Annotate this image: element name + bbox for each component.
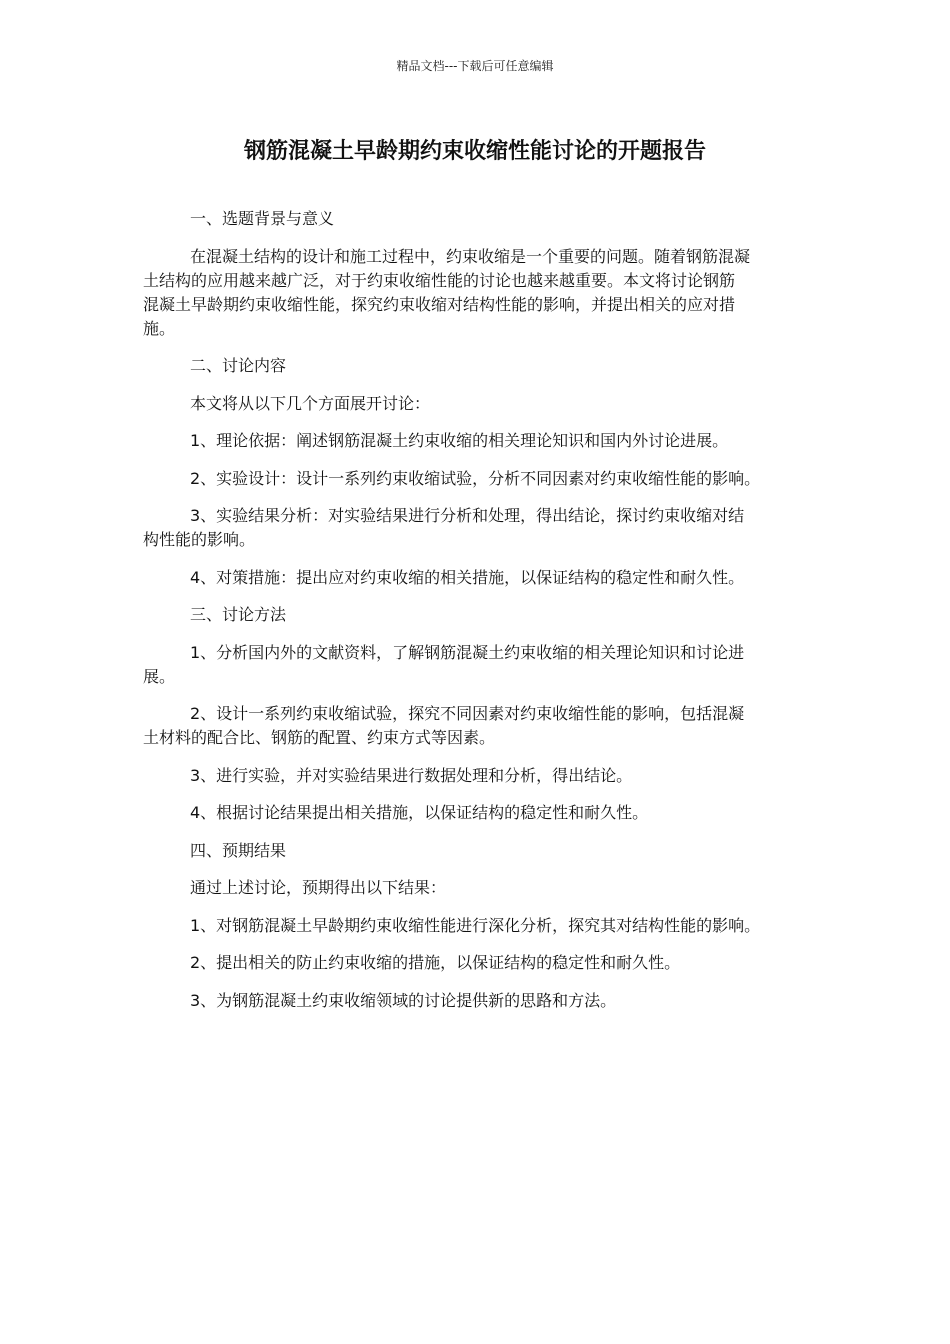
paragraph-results-intro: 通过上述讨论，预期得出以下结果： (190, 878, 447, 897)
section-heading-expected-results: 四、预期结果 (190, 840, 287, 860)
list-item: 3、实验结果分析：对实验结果进行分析和处理，得出结论，探讨约束收缩对结 构性能的影响。 (143, 506, 745, 549)
paragraph-content-intro: 本文将从以下几个方面展开讨论： (190, 393, 431, 413)
list-item: 4、对策措施：提出应对约束收缩的相关措施，以保证结构的稳定性和耐久性。 (190, 567, 745, 587)
list-item: 2、实验设计：设计一系列约束收缩试验，分析不同因素对约束收缩性能的影响。 (190, 468, 761, 488)
document-title: 钢筋混凝土早龄期约束收缩性能讨论的开题报告 (243, 139, 706, 164)
section-heading-background: 一、选题背景与意义 (190, 209, 335, 228)
section-heading-methods: 三、讨论方法 (190, 605, 287, 624)
list-item: 1、理论依据：阐述钢筋混凝土约束收缩的相关理论知识和国内外讨论进展。 (190, 431, 729, 450)
list-item: 2、设计一系列约束收缩试验，探究不同因素对约束收缩性能的影响，包括混凝 土材料的配合比、钢筋的配置、约束方式等因素。 (143, 704, 745, 747)
list-item: 2、提出相关的防止约束收缩的措施，以保证结构的稳定性和耐久性。 (190, 953, 681, 972)
paragraph-background: 在混凝土结构的设计和施工过程中，约束收缩是一个重要的问题。随着钢筋混凝 土结构的应用越来越广泛，对于约束收缩性能的讨论也越来越重要。本文将讨论钢筋 混凝土早龄期约束收缩性能，探究约束收缩对结构性能的影响，并提出相关的应对措 施。 (143, 246, 751, 338)
list-item: 1、分析国内外的文献资料，了解钢筋混凝土约束收缩的相关理论知识和讨论进 展。 (143, 642, 745, 686)
list-item: 4、根据讨论结果提出相关措施，以保证结构的稳定性和耐久性。 (190, 803, 649, 822)
list-item: 3、进行实验，并对实验结果进行数据处理和分析，得出结论。 (190, 765, 633, 785)
section-heading-content: 二、讨论内容 (190, 356, 287, 375)
list-item: 1、对钢筋混凝土早龄期约束收缩性能进行深化分析，探究其对结构性能的影响。 (190, 915, 761, 935)
list-item: 3、为钢筋混凝土约束收缩领域的讨论提供新的思路和方法。 (190, 990, 617, 1010)
header-note: 精品文档---下载后可任意编辑 (396, 59, 554, 73)
document-body (143, 207, 811, 1026)
